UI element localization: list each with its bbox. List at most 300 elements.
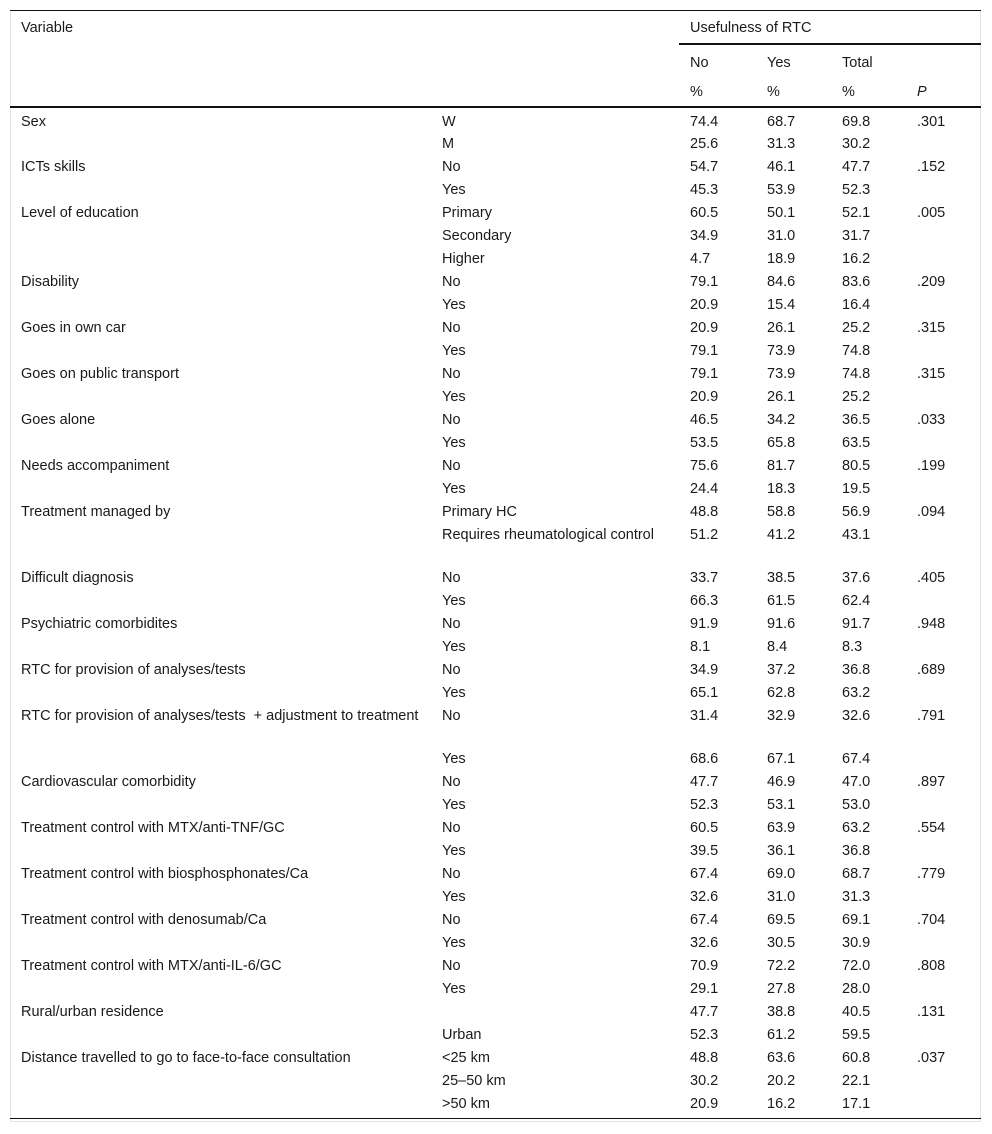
cell-p-value: .033 xyxy=(917,411,946,428)
cell-yes-pct: 31.0 xyxy=(767,888,796,905)
cell-p-value: .315 xyxy=(917,365,946,382)
cell-yes-pct: 26.1 xyxy=(767,388,796,405)
cell-p-value: .209 xyxy=(917,273,946,290)
header-p-value: P xyxy=(906,76,981,107)
cell-p-value: .152 xyxy=(917,158,946,175)
cell-yes-pct: 63.9 xyxy=(767,819,796,836)
cell-total-pct: 67.4 xyxy=(842,750,871,767)
cell-no-pct: 20.9 xyxy=(690,296,719,313)
cell-variable xyxy=(10,523,431,566)
cell-yes-pct: 69.5 xyxy=(767,911,796,928)
cell-no-pct: 75.6 xyxy=(690,457,719,474)
table-row xyxy=(10,747,981,770)
table-row xyxy=(10,612,981,635)
cell-variable: Psychiatric comorbidites xyxy=(21,615,178,632)
cell-no-pct: 54.7 xyxy=(690,158,719,175)
table-row xyxy=(10,500,981,523)
cell-no-pct: 4.7 xyxy=(690,250,711,267)
cell-p-value: .405 xyxy=(917,569,946,586)
cell-p-value: .948 xyxy=(917,615,946,632)
table-row xyxy=(10,793,981,816)
cell-category: Requires rheumatological control xyxy=(442,526,654,543)
cell-p-value: .005 xyxy=(917,204,946,221)
cell-category: No xyxy=(442,569,461,586)
header-unit-no: % xyxy=(679,76,756,107)
cell-category: Yes xyxy=(442,750,466,767)
cell-variable xyxy=(10,681,431,704)
cell-yes-pct: 81.7 xyxy=(767,457,796,474)
cell-yes-pct: 31.3 xyxy=(767,135,796,152)
cell-total-pct: 68.7 xyxy=(842,865,871,882)
cell-category: Yes xyxy=(442,388,466,405)
cell-yes-pct: 31.0 xyxy=(767,227,796,244)
cell-category: Yes xyxy=(442,342,466,359)
cell-variable: Rural/urban residence xyxy=(21,1003,164,1020)
cell-variable: Treatment control with MTX/anti-IL-6/GC xyxy=(21,957,282,974)
cell-p-value xyxy=(906,293,981,316)
cell-total-pct: 43.1 xyxy=(842,526,871,543)
cell-total-pct: 83.6 xyxy=(842,273,871,290)
cell-p-value: .791 xyxy=(917,707,946,724)
cell-yes-pct: 26.1 xyxy=(767,319,796,336)
table-header xyxy=(10,11,981,107)
cell-p-value: .131 xyxy=(917,1003,946,1020)
cell-variable xyxy=(10,1092,431,1119)
cell-p-value xyxy=(906,885,981,908)
table-row xyxy=(10,408,981,431)
cell-p-value: .037 xyxy=(917,1049,946,1066)
header-col-total: Total xyxy=(842,54,873,71)
cell-p-value xyxy=(906,931,981,954)
cell-p-value: .897 xyxy=(917,773,946,790)
cell-category: No xyxy=(442,773,461,790)
cell-no-pct: 33.7 xyxy=(690,569,719,586)
cell-p-value xyxy=(906,793,981,816)
table-row xyxy=(10,816,981,839)
cell-yes-pct: 65.8 xyxy=(767,434,796,451)
table-row xyxy=(10,977,981,1000)
cell-category: No xyxy=(442,158,461,175)
table-row xyxy=(10,1000,981,1023)
cell-no-pct: 79.1 xyxy=(690,342,719,359)
cell-variable xyxy=(10,247,431,270)
table-row xyxy=(10,635,981,658)
cell-no-pct: 60.5 xyxy=(690,819,719,836)
table-row xyxy=(10,316,981,339)
cell-variable: Treatment control with biosphosphonates/Ca xyxy=(21,865,309,882)
table-row xyxy=(10,385,981,408)
cell-p-value: .301 xyxy=(917,113,946,130)
cell-no-pct: 31.4 xyxy=(690,707,719,724)
cell-variable xyxy=(10,839,431,862)
cell-no-pct: 52.3 xyxy=(690,1026,719,1043)
cell-variable xyxy=(10,132,431,155)
cell-no-pct: 67.4 xyxy=(690,865,719,882)
cell-yes-pct: 67.1 xyxy=(767,750,796,767)
cell-p-value xyxy=(906,635,981,658)
cell-yes-pct: 15.4 xyxy=(767,296,796,313)
cell-total-pct: 80.5 xyxy=(842,457,871,474)
cell-no-pct: 20.9 xyxy=(690,319,719,336)
table-row xyxy=(10,224,981,247)
cell-yes-pct: 20.2 xyxy=(767,1072,796,1089)
cell-variable xyxy=(10,178,431,201)
cell-no-pct: 65.1 xyxy=(690,684,719,701)
cell-yes-pct: 41.2 xyxy=(767,526,796,543)
cell-yes-pct: 27.8 xyxy=(767,980,796,997)
header-group-usefulness: Usefulness of RTC xyxy=(679,11,981,44)
cell-category: No xyxy=(442,819,461,836)
cell-yes-pct: 16.2 xyxy=(756,1092,831,1119)
cell-yes-pct: 68.7 xyxy=(767,113,796,130)
cell-total-pct: 16.4 xyxy=(842,296,871,313)
cell-category: No xyxy=(442,865,461,882)
cell-p-value: .808 xyxy=(917,957,946,974)
table-row xyxy=(10,681,981,704)
cell-category: Yes xyxy=(442,842,466,859)
cell-total-pct: 40.5 xyxy=(842,1003,871,1020)
cell-yes-pct: 46.1 xyxy=(767,158,796,175)
table-row xyxy=(10,1092,981,1119)
cell-category: No xyxy=(442,707,461,724)
table-row xyxy=(10,293,981,316)
table-row xyxy=(10,362,981,385)
cell-category xyxy=(431,1000,679,1023)
cell-category: W xyxy=(442,113,456,130)
cell-total-pct: 52.1 xyxy=(842,204,871,221)
cell-yes-pct: 73.9 xyxy=(767,365,796,382)
cell-yes-pct: 84.6 xyxy=(767,273,796,290)
table-row xyxy=(10,155,981,178)
cell-yes-pct: 50.1 xyxy=(767,204,796,221)
cell-variable xyxy=(10,339,431,362)
table-row xyxy=(10,658,981,681)
cell-variable xyxy=(10,977,431,1000)
cell-category: Higher xyxy=(442,250,485,267)
cell-p-value xyxy=(906,839,981,862)
cell-category: >50 km xyxy=(431,1092,679,1119)
cell-no-pct: 39.5 xyxy=(690,842,719,859)
cell-yes-pct: 73.9 xyxy=(767,342,796,359)
cell-yes-pct: 18.3 xyxy=(767,480,796,497)
cell-variable: Cardiovascular comorbidity xyxy=(21,773,196,790)
cell-variable xyxy=(10,885,431,908)
cell-category: No xyxy=(442,411,461,428)
cell-total-pct: 63.2 xyxy=(842,684,871,701)
cell-no-pct: 32.6 xyxy=(690,934,719,951)
cell-category: <25 km xyxy=(442,1049,490,1066)
cell-variable: Goes on public transport xyxy=(21,365,179,382)
cell-total-pct: 36.8 xyxy=(842,842,871,859)
cell-category: Yes xyxy=(442,796,466,813)
table-row xyxy=(10,178,981,201)
cell-category: Primary HC xyxy=(442,503,517,520)
cell-total-pct: 16.2 xyxy=(842,250,871,267)
cell-total-pct: 30.2 xyxy=(842,135,871,152)
results-table xyxy=(10,10,981,1119)
cell-p-value xyxy=(906,1069,981,1092)
cell-total-pct: 47.0 xyxy=(842,773,871,790)
table-row xyxy=(10,1046,981,1069)
cell-total-pct: 28.0 xyxy=(842,980,871,997)
cell-yes-pct: 38.5 xyxy=(767,569,796,586)
cell-no-pct: 30.2 xyxy=(690,1072,719,1089)
cell-p-value xyxy=(906,132,981,155)
cell-no-pct: 47.7 xyxy=(690,1003,719,1020)
cell-category: No xyxy=(442,365,461,382)
cell-variable xyxy=(10,793,431,816)
cell-p-value xyxy=(906,1023,981,1046)
cell-category: Yes xyxy=(442,296,466,313)
cell-total-pct: 31.7 xyxy=(842,227,871,244)
cell-yes-pct: 34.2 xyxy=(767,411,796,428)
cell-variable: Treatment control with MTX/anti-TNF/GC xyxy=(21,819,285,836)
cell-variable: Goes alone xyxy=(21,411,96,428)
table-row xyxy=(10,270,981,293)
cell-total-pct: 74.8 xyxy=(842,342,871,359)
cell-variable xyxy=(10,477,431,500)
cell-p-value xyxy=(906,977,981,1000)
cell-category: No xyxy=(442,957,461,974)
table-row xyxy=(10,589,981,612)
cell-variable xyxy=(10,747,431,770)
cell-variable xyxy=(10,1069,431,1092)
cell-category: No xyxy=(442,911,461,928)
table-row xyxy=(10,1023,981,1046)
cell-no-pct: 8.1 xyxy=(690,638,711,655)
table-row xyxy=(10,201,981,224)
cell-no-pct: 60.5 xyxy=(690,204,719,221)
cell-no-pct: 34.9 xyxy=(690,661,719,678)
cell-total-pct: 31.3 xyxy=(842,888,871,905)
cell-no-pct: 29.1 xyxy=(690,980,719,997)
cell-variable: Sex xyxy=(21,113,46,130)
cell-p-value xyxy=(906,178,981,201)
cell-total-pct: 36.5 xyxy=(842,411,871,428)
cell-category: Urban xyxy=(442,1026,482,1043)
cell-p-value xyxy=(906,477,981,500)
cell-no-pct: 45.3 xyxy=(690,181,719,198)
cell-yes-pct: 32.9 xyxy=(767,707,796,724)
cell-total-pct: 72.0 xyxy=(842,957,871,974)
cell-p-value xyxy=(906,247,981,270)
cell-no-pct: 32.6 xyxy=(690,888,719,905)
cell-total-pct: 59.5 xyxy=(842,1026,871,1043)
cell-no-pct: 67.4 xyxy=(690,911,719,928)
cell-category: No xyxy=(442,661,461,678)
cell-total-pct: 60.8 xyxy=(842,1049,871,1066)
cell-total-pct: 32.6 xyxy=(842,707,871,724)
cell-p-value: .199 xyxy=(917,457,946,474)
cell-category: Yes xyxy=(442,181,466,198)
cell-total-pct: 17.1 xyxy=(831,1092,906,1119)
cell-category: Yes xyxy=(442,592,466,609)
table-row xyxy=(10,566,981,589)
table-row xyxy=(10,908,981,931)
cell-category: Primary xyxy=(442,204,492,221)
table-body xyxy=(10,107,981,1119)
cell-yes-pct: 61.5 xyxy=(767,592,796,609)
cell-category: Yes xyxy=(442,934,466,951)
cell-no-pct: 70.9 xyxy=(690,957,719,974)
cell-yes-pct: 63.6 xyxy=(767,1049,796,1066)
cell-total-pct: 53.0 xyxy=(842,796,871,813)
cell-category: Secondary xyxy=(442,227,512,244)
table-row xyxy=(10,247,981,270)
cell-yes-pct: 46.9 xyxy=(767,773,796,790)
cell-variable: RTC for provision of analyses/tests xyxy=(21,661,246,678)
cell-variable xyxy=(10,293,431,316)
cell-no-pct: 52.3 xyxy=(690,796,719,813)
header-unit-total: % xyxy=(831,76,906,107)
cell-no-pct: 68.6 xyxy=(690,750,719,767)
cell-total-pct: 30.9 xyxy=(842,934,871,951)
cell-category: Yes xyxy=(442,638,466,655)
cell-total-pct: 69.8 xyxy=(842,113,871,130)
cell-variable: Goes in own car xyxy=(21,319,126,336)
cell-variable: Level of education xyxy=(21,204,139,221)
header-variable: Variable xyxy=(10,11,431,44)
cell-yes-pct: 61.2 xyxy=(767,1026,796,1043)
cell-category: 25–50 km xyxy=(442,1072,506,1089)
cell-category: Yes xyxy=(442,888,466,905)
cell-no-pct: 48.8 xyxy=(690,503,719,520)
cell-total-pct: 8.3 xyxy=(842,638,863,655)
cell-yes-pct: 36.1 xyxy=(767,842,796,859)
cell-category: Yes xyxy=(442,434,466,451)
cell-yes-pct: 72.2 xyxy=(767,957,796,974)
cell-variable: Disability xyxy=(21,273,80,290)
cell-category: No xyxy=(442,615,461,632)
table-row xyxy=(10,704,981,747)
table-row xyxy=(10,132,981,155)
cell-no-pct: 79.1 xyxy=(690,365,719,382)
cell-no-pct: 20.9 xyxy=(679,1092,756,1119)
cell-no-pct: 34.9 xyxy=(690,227,719,244)
cell-yes-pct: 30.5 xyxy=(767,934,796,951)
cell-category: Yes xyxy=(442,480,466,497)
cell-total-pct: 37.6 xyxy=(842,569,871,586)
cell-variable: Needs accompaniment xyxy=(21,457,170,474)
cell-yes-pct: 37.2 xyxy=(767,661,796,678)
cell-p-value xyxy=(906,1092,981,1119)
header-unit-yes: % xyxy=(756,76,831,107)
cell-no-pct: 24.4 xyxy=(690,480,719,497)
cell-no-pct: 53.5 xyxy=(690,434,719,451)
cell-category: No xyxy=(442,273,461,290)
cell-total-pct: 36.8 xyxy=(842,661,871,678)
cell-p-value: .094 xyxy=(917,503,946,520)
cell-total-pct: 22.1 xyxy=(842,1072,871,1089)
cell-total-pct: 62.4 xyxy=(842,592,871,609)
cell-no-pct: 20.9 xyxy=(690,388,719,405)
cell-yes-pct: 53.1 xyxy=(767,796,796,813)
cell-total-pct: 69.1 xyxy=(842,911,871,928)
table-row xyxy=(10,931,981,954)
cell-yes-pct: 38.8 xyxy=(767,1003,796,1020)
cell-total-pct: 63.2 xyxy=(842,819,871,836)
cell-variable: RTC for provision of analyses/tests + adjustment to treatment xyxy=(21,707,419,724)
table-row xyxy=(10,477,981,500)
cell-variable xyxy=(10,431,431,454)
cell-p-value xyxy=(906,681,981,704)
cell-yes-pct: 58.8 xyxy=(767,503,796,520)
cell-p-value: .689 xyxy=(917,661,946,678)
cell-variable xyxy=(10,224,431,247)
table-row xyxy=(10,770,981,793)
cell-no-pct: 79.1 xyxy=(690,273,719,290)
cell-yes-pct: 53.9 xyxy=(767,181,796,198)
cell-yes-pct: 91.6 xyxy=(767,615,796,632)
cell-p-value xyxy=(906,589,981,612)
cell-variable: Treatment control with denosumab/Ca xyxy=(21,911,267,928)
cell-p-value xyxy=(906,385,981,408)
table-row xyxy=(10,885,981,908)
cell-category: Yes xyxy=(442,684,466,701)
cell-total-pct: 91.7 xyxy=(842,615,871,632)
cell-variable xyxy=(10,1023,431,1046)
cell-category: M xyxy=(442,135,455,152)
cell-no-pct: 91.9 xyxy=(690,615,719,632)
cell-yes-pct: 8.4 xyxy=(767,638,788,655)
cell-total-pct: 25.2 xyxy=(842,388,871,405)
cell-p-value xyxy=(906,747,981,770)
cell-p-value xyxy=(906,431,981,454)
cell-no-pct: 66.3 xyxy=(690,592,719,609)
cell-variable xyxy=(10,385,431,408)
table-row xyxy=(10,954,981,977)
cell-total-pct: 47.7 xyxy=(842,158,871,175)
cell-total-pct: 19.5 xyxy=(842,480,871,497)
cell-yes-pct: 62.8 xyxy=(767,684,796,701)
cell-p-value: .704 xyxy=(917,911,946,928)
table-row xyxy=(10,107,981,132)
table-row xyxy=(10,339,981,362)
cell-total-pct: 25.2 xyxy=(842,319,871,336)
cell-p-value xyxy=(906,224,981,247)
cell-variable xyxy=(10,589,431,612)
cell-no-pct: 74.4 xyxy=(690,113,719,130)
cell-no-pct: 25.6 xyxy=(690,135,719,152)
cell-total-pct: 74.8 xyxy=(842,365,871,382)
header-col-yes: Yes xyxy=(767,54,791,71)
cell-total-pct: 56.9 xyxy=(842,503,871,520)
cell-yes-pct: 69.0 xyxy=(767,865,796,882)
table-row xyxy=(10,454,981,477)
cell-no-pct: 48.8 xyxy=(690,1049,719,1066)
header-col-no: No xyxy=(690,54,709,71)
table-row xyxy=(10,839,981,862)
cell-p-value xyxy=(906,339,981,362)
cell-p-value: .315 xyxy=(917,319,946,336)
cell-variable: ICTs skills xyxy=(21,158,86,175)
cell-total-pct: 63.5 xyxy=(842,434,871,451)
table-row xyxy=(10,1069,981,1092)
cell-variable xyxy=(10,635,431,658)
cell-category: No xyxy=(442,319,461,336)
cell-total-pct: 52.3 xyxy=(842,181,871,198)
cell-variable: Distance travelled to go to face-to-face consultation xyxy=(21,1049,351,1066)
cell-category: No xyxy=(442,457,461,474)
cell-no-pct: 46.5 xyxy=(690,411,719,428)
table-row xyxy=(10,523,981,566)
cell-yes-pct: 18.9 xyxy=(767,250,796,267)
cell-category: Yes xyxy=(442,980,466,997)
table-row xyxy=(10,431,981,454)
cell-p-value: .779 xyxy=(917,865,946,882)
cell-p-value xyxy=(906,523,981,566)
cell-p-value: .554 xyxy=(917,819,946,836)
